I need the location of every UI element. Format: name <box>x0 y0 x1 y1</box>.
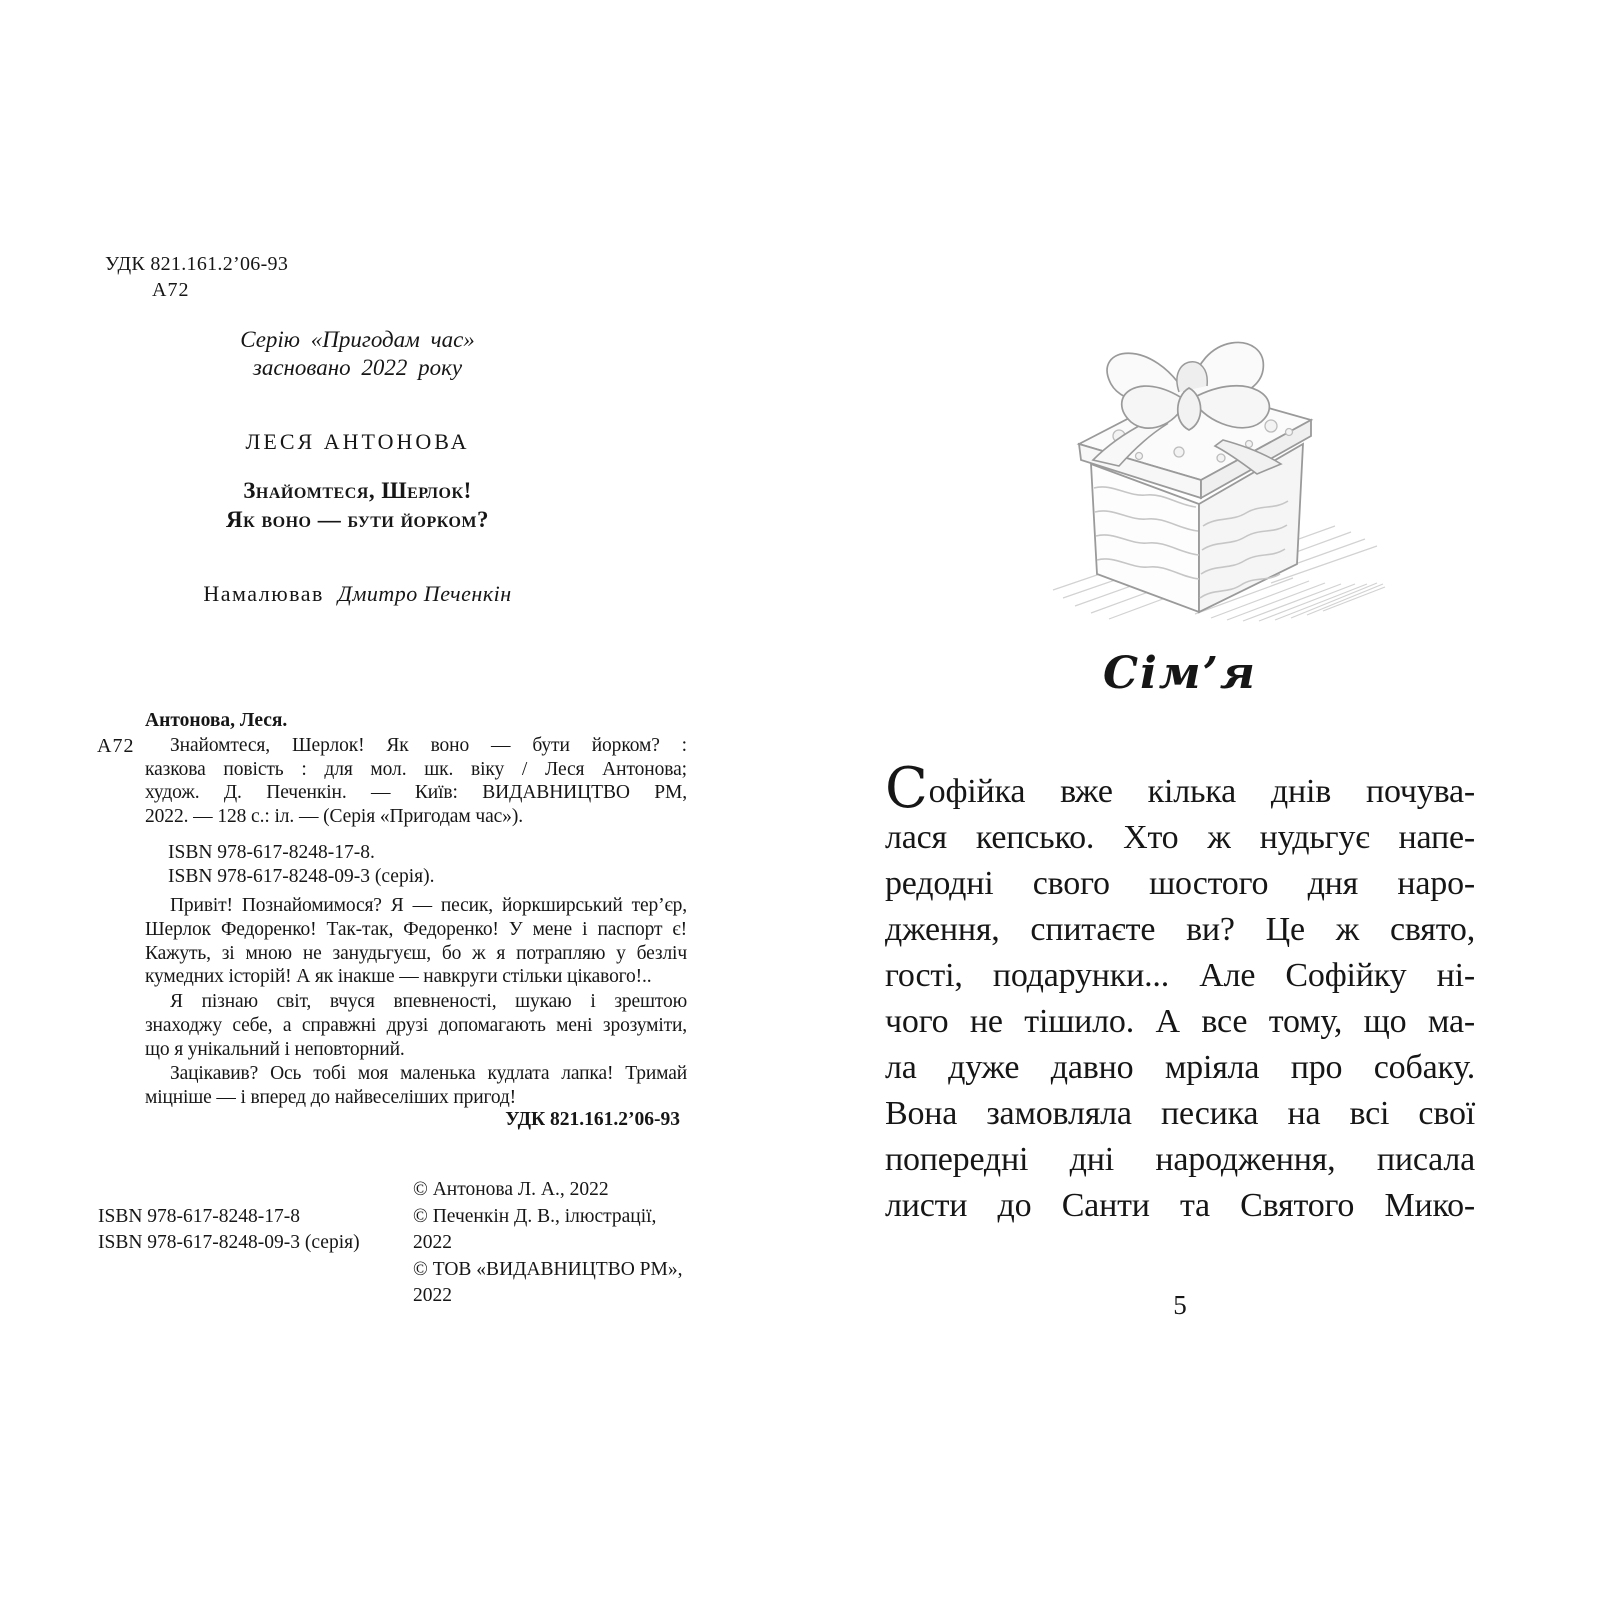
illustrator-credit <box>95 581 620 607</box>
body-line: лася кепсько. Хто ж нудьгує напе- <box>885 819 1475 856</box>
series-note <box>95 326 620 382</box>
annotation-paragraph <box>145 990 687 1061</box>
book-author: ЛЕСЯ АНТОНОВА <box>245 429 470 454</box>
series-note-line: засновано 2022 року <box>252 355 463 380</box>
body-line: дження, спитаєте ви? Це ж свято, <box>885 911 1475 948</box>
annotation-line: що я унікальний і неповторний. <box>145 1038 405 1060</box>
catalog-card-author: Антонова, Леся. <box>145 710 288 731</box>
annotation-line: Зацікавив? Ось тобі моя маленька кудлата лапка! Тримай <box>170 1063 687 1084</box>
annotation-line: Шерлок Федоренко! Так-так, Федоренко! У мене і паспорт є! <box>145 918 687 940</box>
chapter-body <box>885 756 1475 1229</box>
annotation-line: Кажуть, зі мною не занудьгуєш, бо ж я потрапляю у безліч <box>145 942 687 964</box>
udk-classification-bottom: УДК 821.161.2’06-93 <box>505 1109 680 1130</box>
drop-cap: С <box>885 756 928 821</box>
catalog-card-line: казкова повість : для мол. шк. віку / Леся Антонова; <box>145 758 687 780</box>
annotation-paragraph <box>145 1062 687 1110</box>
annotation-line: кумедних історій! А як інакше — навкруги стільки цікавого!.. <box>145 966 652 988</box>
illustrator-name: Дмитро Печенкін <box>337 581 512 606</box>
imprint-page <box>95 0 690 1600</box>
isbn-line: ISBN 978-617-8248-17-8. <box>168 842 375 863</box>
copyright-line: © Печенкін Д. В., ілюстрації, 2022 <box>413 1205 657 1253</box>
udk-classification: УДК 821.161.2’06-93 <box>105 253 289 275</box>
annotation-line: знаходжу себе, а справжні друзі допомагають мені зрозуміти, <box>145 1014 687 1036</box>
isbn-bottom-block <box>98 1204 360 1255</box>
body-line: гості, подарунки... Але Софійку ні- <box>885 957 1475 994</box>
book-title-line: Знайомтеся, Шерлок! <box>243 478 472 503</box>
annotation-line: Привіт! Познайомимося? Я — песик, йоркширський тер’єр, <box>170 895 687 916</box>
body-line: ла дуже давно мріяла про собаку. <box>885 1049 1475 1086</box>
illustrator-label: Намалював <box>203 581 324 606</box>
annotation-line: міцніше — і вперед до найвеселіших пригод! <box>145 1086 517 1108</box>
page-number: 5 <box>1173 1290 1187 1320</box>
body-line: листи до Санти та Святого Мико- <box>885 1187 1475 1224</box>
catalog-card-line: 2022. — 128 с.: іл. — (Серія «Пригодам час»). <box>145 805 523 827</box>
isbn-block <box>168 841 434 889</box>
body-line: чого не тішило. А все тому, що ма- <box>885 1003 1475 1040</box>
copyright-line: © Антонова Л. А., 2022 <box>413 1179 609 1200</box>
chapter-opening-page <box>885 0 1475 1600</box>
body-line: Вона замовляла песика на всі свої <box>885 1095 1475 1132</box>
isbn-line: ISBN 978-617-8248-09-3 (серія) <box>98 1231 360 1253</box>
body-line: редодні свого шостого дня наро- <box>885 865 1475 902</box>
catalog-card-description <box>145 734 687 828</box>
body-line <box>885 756 1475 821</box>
gift-box-illustration <box>1035 322 1387 626</box>
isbn-line: ISBN 978-617-8248-17-8 <box>98 1206 301 1227</box>
copyright-block <box>413 1177 690 1310</box>
chapter-title: Сім’я <box>1103 648 1257 699</box>
catalog-card-code: А72 <box>97 735 135 757</box>
author-sign-code: А72 <box>152 279 190 301</box>
body-line-text: офійка вже кілька днів почува- <box>928 773 1475 810</box>
annotation-line: Я пізнаю світ, вчуся впевненості, шукаю і зрештою <box>170 991 687 1012</box>
book-title <box>95 476 620 534</box>
body-line: попередні дні народження, писала <box>885 1141 1475 1178</box>
book-title-line: Як воно — бути йорком? <box>225 507 489 532</box>
catalog-card-line: Знайомтеся, Шерлок! Як воно — бути йорком? : <box>170 735 687 756</box>
isbn-line: ISBN 978-617-8248-09-3 (серія). <box>168 866 435 887</box>
annotation-paragraph <box>145 894 687 989</box>
copyright-line: © ТОВ «ВИДАВНИЦТВО РМ», 2022 <box>413 1258 683 1306</box>
series-note-line: Серію «Пригодам час» <box>240 327 475 352</box>
catalog-card-line: худож. Д. Печенкін. — Київ: ВИДАВНИЦТВО РМ, <box>145 782 687 804</box>
